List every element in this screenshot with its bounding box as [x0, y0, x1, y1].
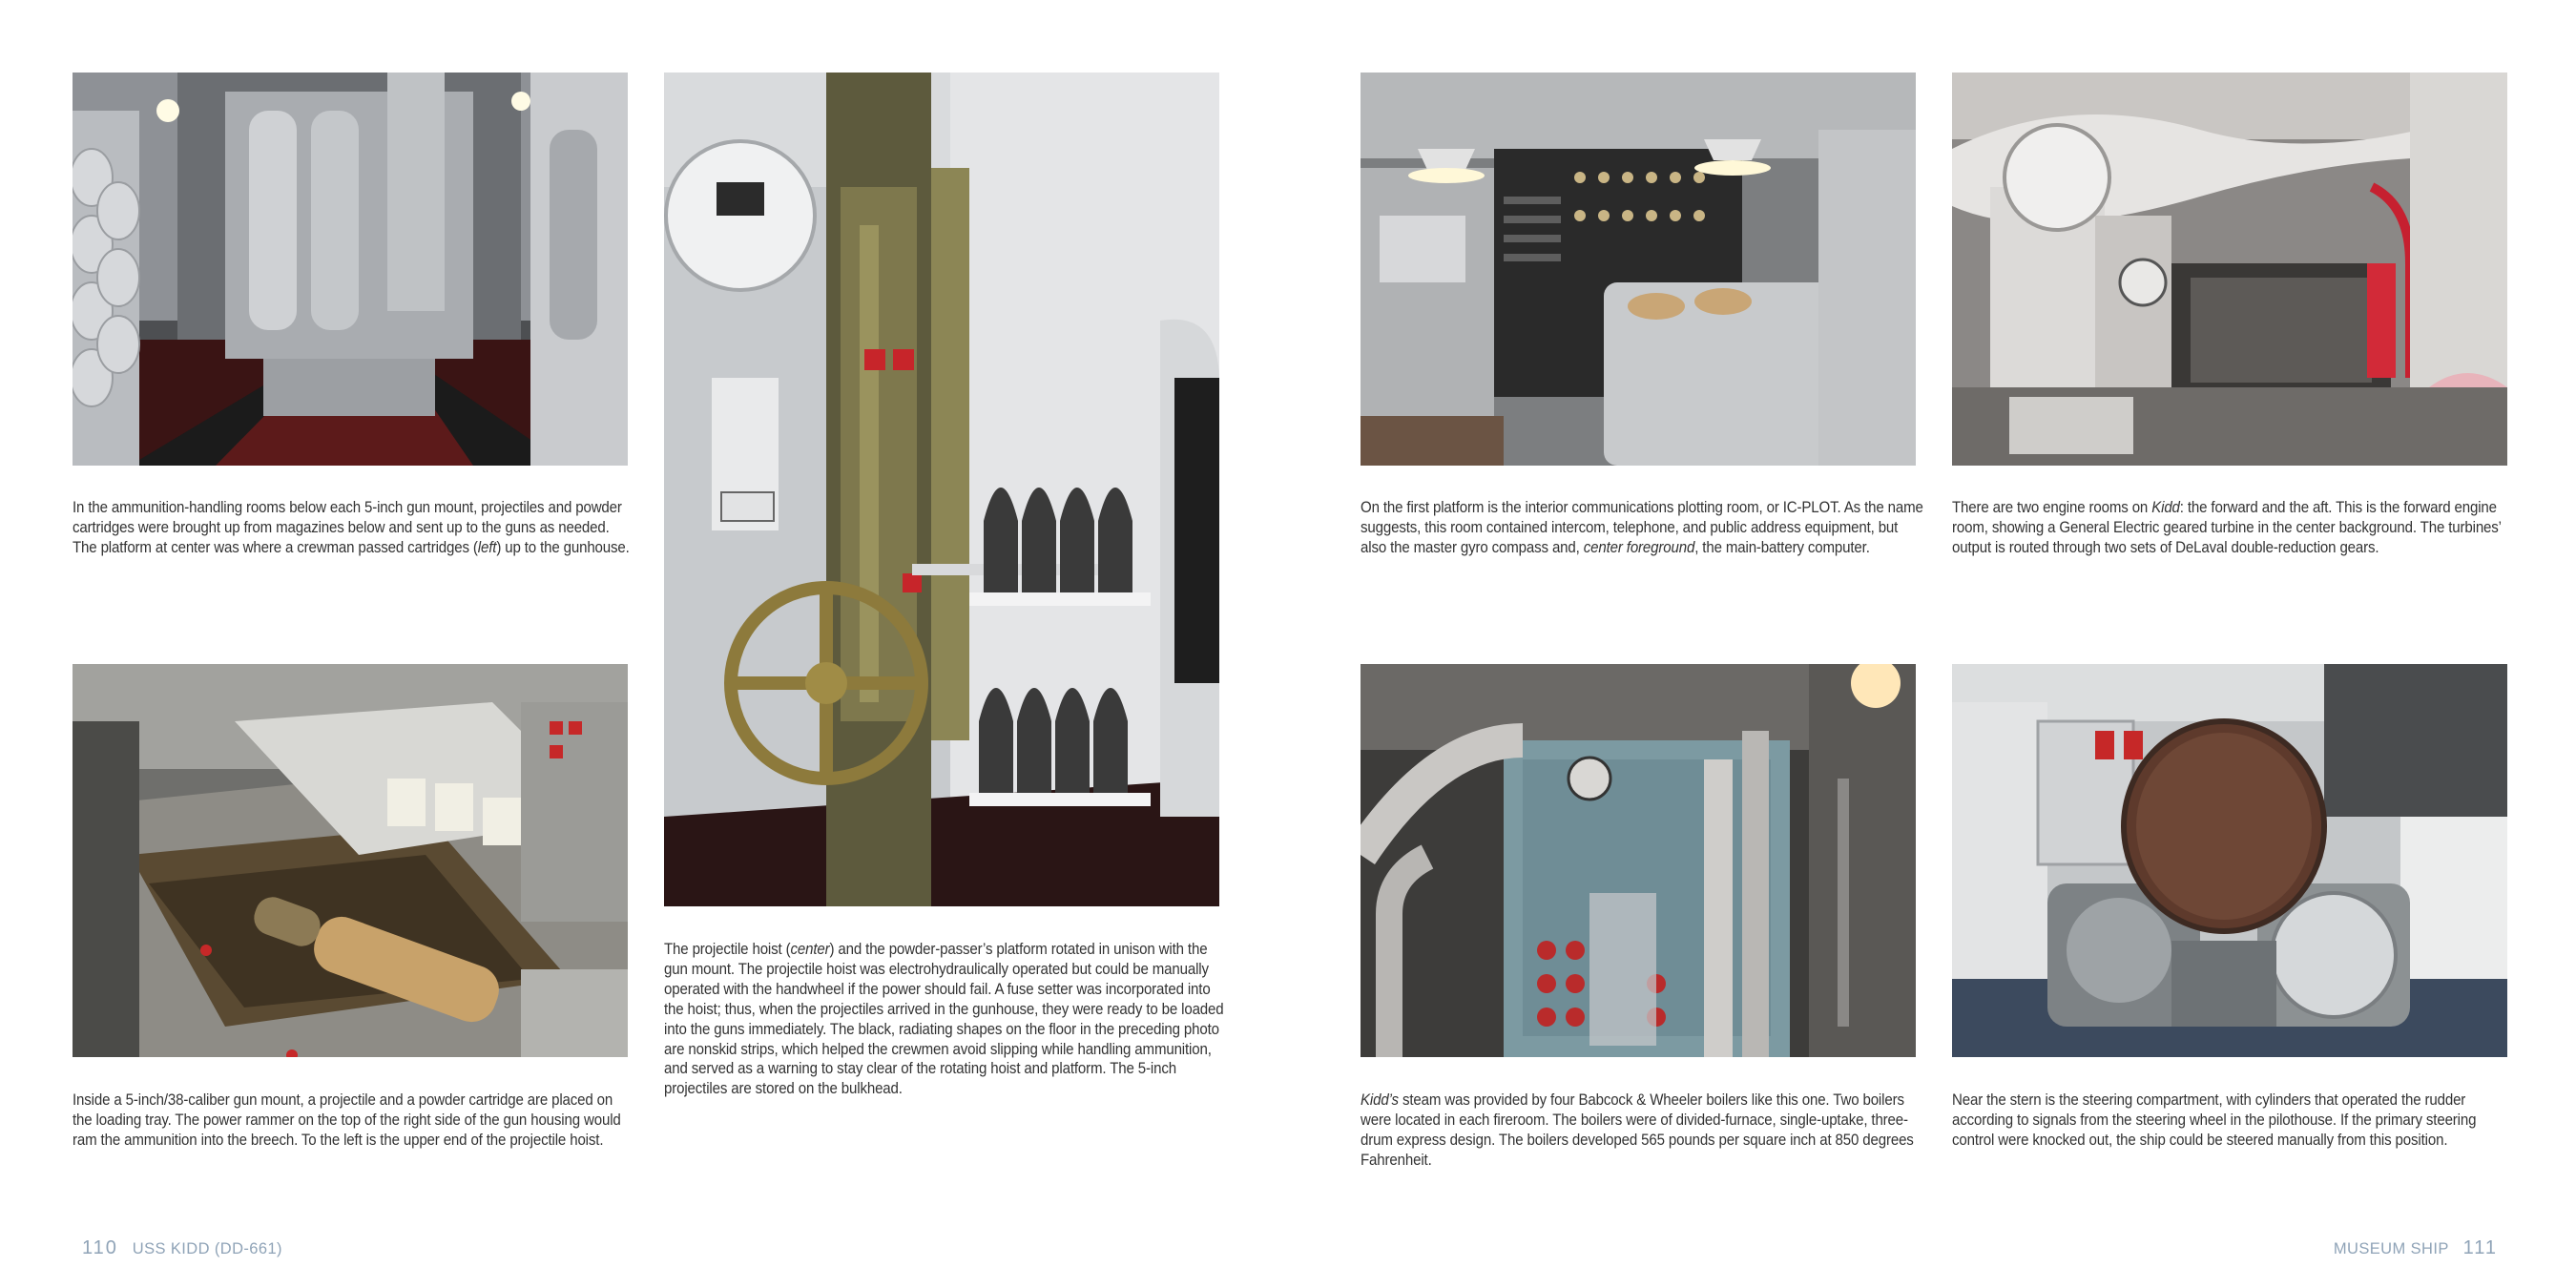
steering-compartment-caption [1952, 1091, 2516, 1151]
page-number: 110 [82, 1237, 118, 1258]
caption-text-run: ) and the powder-passer’s platform rotated in unison with the gun mount. The projectile hoist was electrohydraulically operated but could be manually operated with the handwheel if the power should fail. A fuse setter was incorporated into the hoist; thus, when the projectiles arrived in the gunhouse, they were ready to be loaded into the guns immediately. The black, radiating shapes on the floor in the preceding photo are nonskid strips, which helped the crewmen avoid slipping while handling ammunition, and served as a warning to stay clear of the rotating hoist and platform. The 5-inch projectiles are stored on the bulkhead. [664, 941, 1224, 1098]
gun-mount-caption [73, 1091, 636, 1151]
caption-italic-run: Kidd [2151, 499, 2180, 516]
caption-italic-run: center foreground [1583, 538, 1695, 556]
caption-text-run: ) up to the gunhouse. [496, 538, 630, 556]
caption-text-run: The projectile hoist ( [664, 941, 791, 958]
page-number: 111 [2462, 1237, 2498, 1258]
caption-text-run: and powder cartridges were brought up from magazines below and sent up [73, 499, 622, 536]
left-folio [82, 1237, 282, 1259]
right-folio [2334, 1237, 2498, 1259]
engine-room-caption [1952, 498, 2516, 558]
ammunition-room-photo [73, 73, 628, 466]
boiler-photo [1361, 664, 1916, 1057]
running-head: USS KIDD (DD-661) [132, 1240, 282, 1257]
caption-text-run: Near the stern is the steering compartment, with cylinders that operated the rudder according to signals from the steering wheel in the pilothouse. If the primary steering control were knocked out, the ship could be steered manually from this position. [1952, 1091, 2477, 1149]
boiler-caption [1361, 1091, 1924, 1171]
caption-text-run: There are two engine rooms on [1952, 499, 2152, 516]
projectile-hoist-caption [664, 940, 1228, 1099]
caption-text-run: On the first platform is the interior communications plotting room, or IC-PLOT. As the name suggests, this room contained intercom, telephone, and public address equipment, but also the master gyro compass and, [1361, 499, 1923, 556]
caption-italic-run: center [790, 941, 830, 958]
caption-text-run: , the main-battery computer. [1694, 538, 1870, 556]
running-head: MUSEUM SHIP [2333, 1240, 2449, 1257]
caption-text-run: : the forward and the aft. This is the forward engine room, showing a General Electric geared turbine in the center background. The turbines’ output is routed through two sets of DeLaval double-reduction gears. [1952, 499, 2502, 556]
caption-italic-run: Kidd’s [1361, 1091, 1399, 1109]
caption-text-run: cartridges ( [407, 538, 478, 556]
ic-plot-photo [1361, 73, 1916, 466]
ammunition-room-caption [73, 498, 636, 558]
ic-plot-caption [1361, 498, 1924, 558]
caption-italic-run: left [477, 538, 497, 556]
caption-text-run: steam was provided by four Babcock & Wheeler boilers like this one. Two boilers were located in each fireroom. The boilers were of divided-furnace, single-uptake, three-drum express design. The boilers developed 565 pounds per square inch at 850 degrees Fahrenheit. [1361, 1091, 1914, 1169]
engine-room-photo [1952, 73, 2507, 466]
gun-mount-photo [73, 664, 628, 1057]
caption-text-run: In the ammunition-handling rooms below each 5-inch gun mount, projectiles [73, 499, 545, 516]
caption-text-run: Inside a 5-inch/38-caliber gun mount, a projectile and a powder cartridge are placed on the loading tray. The power rammer on the top of the right side of the gun housing would ram the ammunition into the breech. To the left is the upper end of the projectile hoist. [73, 1091, 621, 1149]
projectile-hoist-photo [664, 73, 1219, 906]
steering-compartment-photo [1952, 664, 2507, 1057]
caption-text-run: to the guns as needed. The platform at center was where a crewman passed [73, 518, 610, 556]
